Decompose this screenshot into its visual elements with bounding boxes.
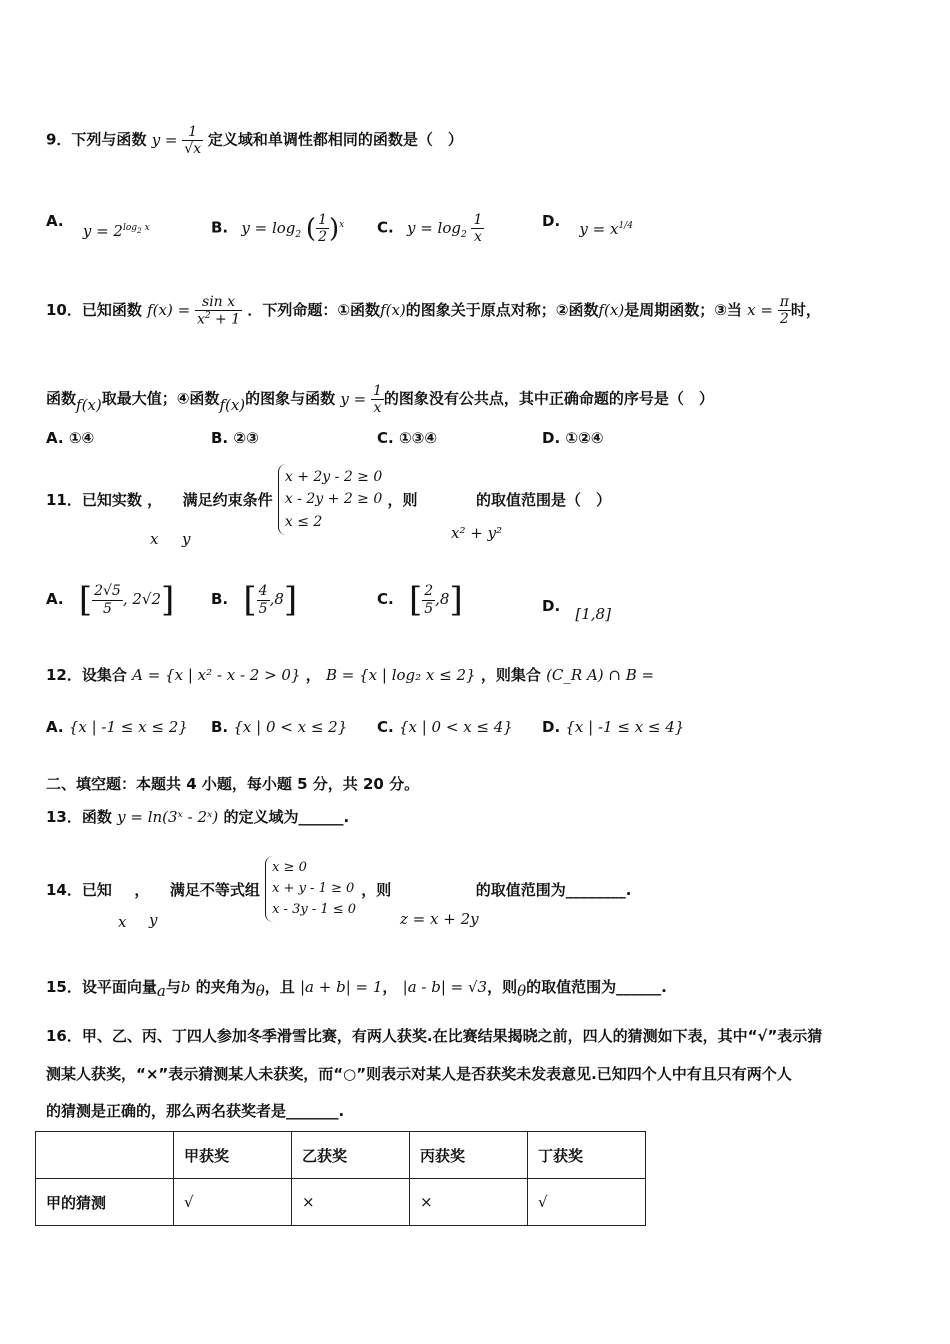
q13-function: y = ln(3ˣ - 2ˣ) bbox=[117, 808, 219, 826]
table-row bbox=[36, 1179, 646, 1226]
table-cell: √ bbox=[174, 1179, 292, 1226]
q10-function: f(x) = $\frac{\text{sin x}}{x^2 + 1}$ bbox=[147, 294, 241, 328]
q9-option-b-expr: $y = \log_2$ ( $\frac{1}{2}$ )$^x$ bbox=[241, 212, 345, 246]
q9-option-a: A. $y = 2^{log_2 x}$ bbox=[46, 212, 150, 240]
q11-option-a: A. [ $\frac{2√5}{5}$ , 2√2] bbox=[46, 580, 175, 620]
q14-constraints: x ≥ 0 x + y - 1 ≥ 0 x - 3y - 1 ≤ 0 bbox=[265, 856, 356, 922]
q9-option-c: C. $y = \log_2$ $\frac{1}{x}$ bbox=[377, 212, 483, 246]
q10-condition: x = $\frac{\pi}{2}$ bbox=[747, 294, 789, 328]
q14-var-x: x bbox=[118, 913, 127, 931]
table-cell: × bbox=[292, 1179, 410, 1226]
q9-stem bbox=[46, 124, 463, 157]
q12-option-a: A. {x | -1 ≤ x ≤ 2} bbox=[46, 718, 188, 736]
q10-option-d: D. ①②④ bbox=[542, 429, 604, 447]
q9-option-c-expr: $y = \log_2$ $\frac{1}{x}$ bbox=[406, 212, 483, 246]
table-header-row bbox=[36, 1132, 646, 1179]
q10-option-a: A. ①④ bbox=[46, 429, 95, 447]
q12-expression: (C_R A) ∩ B = bbox=[546, 666, 655, 684]
section-title: 二、填空题：本题共 4 小题，每小题 5 分，共 20 分。 bbox=[46, 775, 420, 793]
q13-stem: 13．函数 y = ln(3ˣ - 2ˣ) 的定义域为______. bbox=[46, 808, 350, 826]
q9-option-d-expr: $y = x^{1/4}$ bbox=[579, 220, 633, 238]
table-header-cell: 甲获奖 bbox=[174, 1132, 292, 1179]
q9-function: y = $\frac{1}{√x}$ bbox=[151, 124, 202, 158]
q10-line-2: 函数f(x)取最大值；④函数f(x)的图象与函数 y = $\frac{1}{x}$ 的图象没有公共点，其中正确命题的序号是（ ） bbox=[46, 383, 714, 417]
guess-table bbox=[35, 1131, 646, 1226]
q15-cond-2: |a - b| = √3 bbox=[402, 978, 488, 996]
table-cell: √ bbox=[528, 1179, 646, 1226]
q11-target: x² + y² bbox=[451, 524, 503, 542]
q11-var-x: x bbox=[150, 530, 159, 548]
q9-text-a: 9．下列与函数 bbox=[46, 130, 147, 149]
q14-var-y: y bbox=[149, 911, 158, 929]
q11-option-c-expr: [ $\frac{2}{5}$ ,8] bbox=[408, 580, 463, 620]
q10-reciprocal: y = $\frac{1}{x}$ bbox=[340, 383, 382, 417]
q16-line-1: 16．甲、乙、丙、丁四人参加冬季滑雪比赛，有两人获奖.在比赛结果揭晓之前，四人的猜测如下表，其中“√”表示猜 bbox=[46, 1027, 823, 1045]
q10-line-1: 10．已知函数 f(x) = $\frac{\text{sin x}}{x^2 + 1}$ ．下列命题：①函数f(x)的图象关于原点对称；②函数f(x)是周期函数；③当 x = $\frac{\pi}{2}$ 时， bbox=[46, 294, 821, 328]
q11-option-d-expr: [1,8] bbox=[575, 605, 611, 623]
table-cell: 甲的猜测 bbox=[36, 1179, 174, 1226]
q15-cond-1: |a + b| = 1 bbox=[299, 978, 383, 996]
table-header-cell: 丙获奖 bbox=[410, 1132, 528, 1179]
q9-option-d: D. $y = x^{1/4}$ bbox=[542, 212, 633, 238]
q12-option-c: C. {x | 0 < x ≤ 4} bbox=[377, 718, 513, 736]
q10-option-c: C. ①③④ bbox=[377, 429, 438, 447]
q12-option-b: B. {x | 0 < x ≤ 2} bbox=[211, 718, 348, 736]
q12-set-b: B = {x | log₂ x ≤ 2} bbox=[326, 666, 476, 684]
q11-option-a-expr: [ $\frac{2√5}{5}$ , 2√2] bbox=[78, 580, 175, 620]
q15-stem: 15．设平面向量a与b 的夹角为θ，且 |a + b| = 1， |a - b| = √3，则θ的取值范围为______. bbox=[46, 978, 667, 1000]
q9-option-a-expr: $y = 2^{log_2 x}$ bbox=[82, 222, 150, 240]
q16-line-3: 的猜测是正确的，那么两名获奖者是_______. bbox=[46, 1102, 345, 1120]
q11-option-b: B. [ $\frac{4}{5}$ ,8] bbox=[211, 580, 298, 620]
q11-var-y: y bbox=[182, 530, 191, 548]
q12-stem: 12．设集合 A = {x | x² - x - 2 > 0} ， B = {x | log₂ x ≤ 2} ，则集合 (C_R A) ∩ B = bbox=[46, 666, 655, 684]
q10-option-b: B. ②③ bbox=[211, 429, 259, 447]
q12-set-a: A = {x | x² - x - 2 > 0} bbox=[132, 666, 301, 684]
q16-line-2: 测某人获奖，“×”表示猜测某人未获奖，而“○”则表示对某人是否获奖未发表意见.已知四个人中有且只有两个人 bbox=[46, 1065, 792, 1083]
q11-option-b-expr: [ $\frac{4}{5}$ ,8] bbox=[243, 580, 298, 620]
q11-option-d: D. [1,8] bbox=[542, 597, 611, 623]
q14-target: z = x + 2y bbox=[400, 910, 479, 928]
table-header-cell: 乙获奖 bbox=[292, 1132, 410, 1179]
q11-stem: 11．已知实数 ， 满足约束条件 x + 2y - 2 ≥ 0 x - 2y + 2 ≥ 0 x ≤ 2 ，则 的取值范围是（ ） bbox=[46, 464, 611, 535]
q11-option-c: C. [ $\frac{2}{5}$ ,8] bbox=[377, 580, 463, 620]
q11-constraints: x + 2y - 2 ≥ 0 x - 2y + 2 ≥ 0 x ≤ 2 bbox=[278, 464, 382, 535]
q9-text-b: 定义域和单调性都相同的函数是（ ） bbox=[207, 130, 463, 149]
table-header-cell: 丁获奖 bbox=[528, 1132, 646, 1179]
q14-stem: 14．已知 ， 满足不等式组 x ≥ 0 x + y - 1 ≥ 0 x - 3y - 1 ≤ 0 ，则 的取值范围为________. bbox=[46, 856, 631, 922]
table-header-cell bbox=[36, 1132, 174, 1179]
table-cell: × bbox=[410, 1179, 528, 1226]
q12-option-d: D. {x | -1 ≤ x ≤ 4} bbox=[542, 718, 685, 736]
q9-option-b: B. $y = \log_2$ ( $\frac{1}{2}$ )$^x$ bbox=[211, 212, 345, 246]
